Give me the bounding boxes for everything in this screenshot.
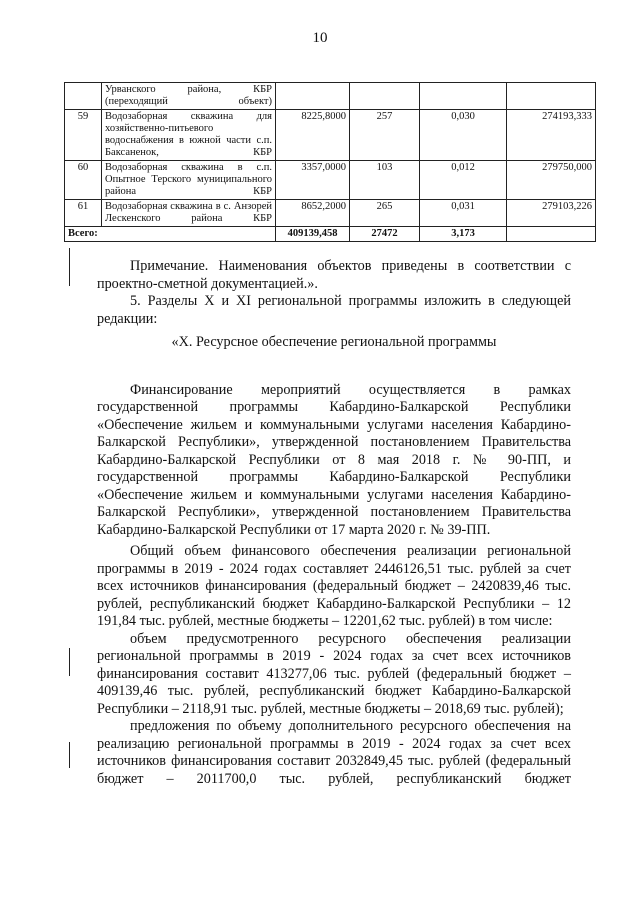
page-number: 10 <box>312 30 328 46</box>
capacity-cell: 0,030 <box>420 110 507 161</box>
object-name: Урванского района, КБР (переходящий объект) <box>102 83 276 110</box>
total-cost: 409139,458 <box>276 227 350 242</box>
object-name: Водозаборная скважина в с.п. Опытное Терского муниципального района КБР <box>102 161 276 200</box>
count-cell <box>350 83 420 110</box>
objects-table <box>64 82 596 242</box>
total-label: Всего: <box>65 227 276 242</box>
total-capacity: 3,173 <box>420 227 507 242</box>
document-body <box>97 258 571 788</box>
item-5-paragraph: 5. Разделы X и XI региональной программы изложить в следующей редакции: <box>97 293 571 327</box>
note-paragraph: Примечание. Наименования объектов приведены в соответствии с проектно-сметной документацией.». <box>97 258 571 292</box>
margin-mark <box>69 648 70 676</box>
margin-mark <box>69 742 70 768</box>
planned-volume-paragraph: объем предусмотренного ресурсного обеспечения реализации региональной программы в 2019 - 2024 годах за счет всех источников финансирования составит 413277,06 тыс. рублей (федеральный бюджет – 409139,46 тыс. рублей, республиканский бюджет Кабардино-Балкарской Республики – 2118,91 тыс. рублей, местные бюджеты – 2018,69 тыс. рублей); <box>97 630 571 717</box>
table-row <box>65 200 596 227</box>
object-name: Водозаборная скважина в с. Анзорей Лескенского района КБР <box>102 200 276 227</box>
total-count: 27472 <box>350 227 420 242</box>
table-row <box>65 110 596 161</box>
cost-cell: 3357,0000 <box>276 161 350 200</box>
cost-cell: 8225,8000 <box>276 110 350 161</box>
cost-cell: 8652,2000 <box>276 200 350 227</box>
table-total-row <box>65 227 596 242</box>
total-volume-paragraph: Общий объем финансового обеспечения реализации региональной программы в 2019 - 2024 годах составляет 2446126,51 тыс. рублей за счет всех источников финансирования (федеральный бюджет – 2420839,46 тыс. рублей, республиканский бюджет Кабардино-Балкарской Республики – 12 191,84 тыс. рублей, местные бюджеты – 12201,62 тыс. рублей) в том числе: <box>97 543 571 629</box>
row-number: 59 <box>65 110 102 161</box>
row-number: 60 <box>65 161 102 200</box>
unit-cost-cell: 279103,226 <box>507 200 596 227</box>
additional-volume-paragraph: предложения по объему дополнительного ресурсного обеспечения на реализацию региональной программы в 2019 - 2024 годах за счет всех источников финансирования составит 2032849,45 тыс. рублей (федеральный бюджет – 2011700,0 тыс. рублей, республиканский бюджет <box>97 718 571 787</box>
table-row <box>65 161 596 200</box>
margin-mark <box>69 248 70 286</box>
capacity-cell <box>420 83 507 110</box>
capacity-cell: 0,012 <box>420 161 507 200</box>
financing-paragraph: Финансирование мероприятий осуществляется в рамках государственной программы Кабардино-Балкарской Республики «Обеспечение жильем и коммунальными услугами населения Кабардино-Балкарской Республики», утвержденной постановлением Правительства Кабардино-Балкарской Республики от 8 мая 2018 г. № 90-ПП, и государственной программы Кабардино-Балкарской Республики «Обеспечение жильем и коммунальными услугами населения Кабардино-Балкарской Республики», утвержденной постановлением Правительства Кабардино-Балкарской Республики от 17 марта 2020 г. № 39-ПП. <box>97 381 571 538</box>
row-number: 61 <box>65 200 102 227</box>
object-name: Водозаборная скважина для хозяйственно-питьевого водоснабжения в южной части с.п. Баксаненок, КБР <box>102 110 276 161</box>
unit-cost-cell: 274193,333 <box>507 110 596 161</box>
section-heading: «X. Ресурсное обеспечение региональной программы <box>171 334 497 350</box>
count-cell: 257 <box>350 110 420 161</box>
cost-cell <box>276 83 350 110</box>
total-unit-cost <box>507 227 596 242</box>
capacity-cell: 0,031 <box>420 200 507 227</box>
count-cell: 103 <box>350 161 420 200</box>
count-cell: 265 <box>350 200 420 227</box>
unit-cost-cell: 279750,000 <box>507 161 596 200</box>
table-row <box>65 83 596 110</box>
row-number <box>65 83 102 110</box>
unit-cost-cell <box>507 83 596 110</box>
